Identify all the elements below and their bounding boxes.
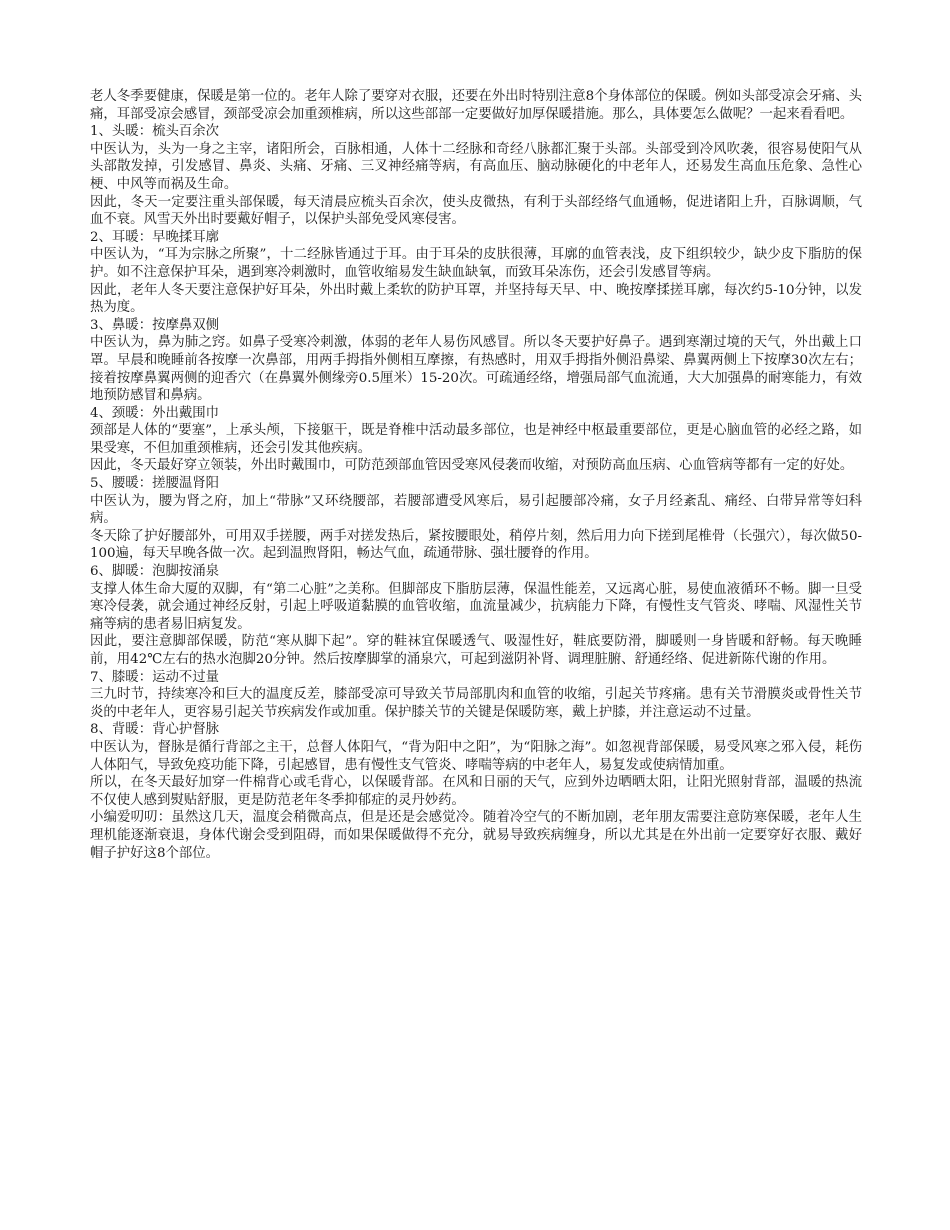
section-paragraph: 因此，冬天一定要注重头部保暖，每天清晨应梳头百余次，使头皮微热，有利于头部经络气血通畅，促进诸阳上升，百脉调顺，气血不衰。风雪天外出时要戴好帽子，以保护头部免受风寒侵害。 xyxy=(90,194,862,228)
section-ear xyxy=(90,229,862,317)
section-back xyxy=(90,721,862,809)
section-paragraph: 中医认为，头为一身之主宰，诸阳所会，百脉相通，人体十二经脉和奇经八脉都汇聚于头部。头部受到冷风吹袭，很容易使阳气从头部散发掉，引发感冒、鼻炎、头痛、牙痛、三叉神经痛等病，有高血压、脑动脉硬化的中老年人，还易发生高血压危象、急性心梗、中风等而祸及生命。 xyxy=(90,141,862,192)
section-waist xyxy=(90,475,862,563)
section-paragraph: 冬天除了护好腰部外，可用双手搓腰，两手对搓发热后，紧按腰眼处，稍停片刻，然后用力向下搓到尾椎骨（长强穴），每次做50-100遍，每天早晚各做一次。起到温煦肾阳，畅达气血，疏通带脉、强壮腰脊的作用。 xyxy=(90,528,862,562)
section-paragraph: 中医认为，鼻为肺之窍。如鼻子受寒冷刺激，体弱的老年人易伤风感冒。所以冬天要护好鼻子。遇到寒潮过境的天气，外出戴上口罩。早晨和晚睡前各按摩一次鼻部，用两手拇指外侧相互摩擦，有热感时，用双手拇指外侧沿鼻梁、鼻翼两侧上下按摩30次左右；接着按摩鼻翼两侧的迎香穴（在鼻翼外侧缘旁0.5厘米）15-20次。可疏通经络，增强局部气血流通，大大加强鼻的耐寒能力，有效地预防感冒和鼻病。 xyxy=(90,335,862,404)
section-knee xyxy=(90,669,862,722)
section-paragraph: 三九时节，持续寒冷和巨大的温度反差，膝部受凉可导致关节局部肌肉和血管的收缩，引起关节疼痛。患有关节滑膜炎或骨性关节炎的中老年人，更容易引起关节疾病发作或加重。保护膝关节的关键是保暖防寒，戴上护膝，并注意运动不过量。 xyxy=(90,687,862,720)
section-heading: 2、耳暖：早晚揉耳廓 xyxy=(90,229,220,245)
intro-paragraph: 老人冬季要健康，保暖是第一位的。老年人除了要穿对衣服，还要在外出时特别注意8个身体部位的保暖。例如头部受凉会牙痛、头痛，耳部受凉会感冒，颈部受凉会加重颈椎病，所以这些部部一定要做好加厚保暖措施。那么，具体要怎么做呢？一起来看看吧。 xyxy=(90,89,862,122)
section-paragraph: 颈部是人体的“要塞”，上承头颅，下接躯干，既是脊椎中活动最多部位，也是神经中枢最重要部位，更是心脑血管的必经之路，如果受寒，不但加重颈椎病，还会引发其他疾病。 xyxy=(90,423,862,456)
section-heading: 4、颈暖：外出戴围巾 xyxy=(90,405,220,421)
section-nose xyxy=(90,317,862,405)
section-paragraph: 中医认为，“耳为宗脉之所聚”，十二经脉皆通过于耳。由于耳朵的皮肤很薄，耳廓的血管表浅，皮下组织较少，缺少皮下脂肪的保护。如不注意保护耳朵，遇到寒冷刺激时，血管收缩易发生缺血缺氧，而致耳朵冻伤，还会引发感冒等病。 xyxy=(90,247,862,280)
section-paragraph: 因此，要注意脚部保暖，防范“寒从脚下起”。穿的鞋袜宜保暖透气、吸湿性好，鞋底要防滑，脚暖则一身皆暖和舒畅。每天晚睡前，用42℃左右的热水泡脚20分钟。然后按摩脚掌的涌泉穴，可起到滋阴补肾、调理脏腑、舒通经络、促进新陈代谢的作用。 xyxy=(90,634,862,667)
section-heading: 3、鼻暖：按摩鼻双侧 xyxy=(90,317,220,333)
section-head xyxy=(90,123,862,229)
section-paragraph: 因此，老年人冬天要注意保护好耳朵，外出时戴上柔软的防护耳罩，并坚持每天早、中、晚按摩揉搓耳廓，每次约5-10分钟，以发热为度。 xyxy=(90,282,862,316)
section-heading: 8、背暖：背心护督脉 xyxy=(90,722,220,738)
section-heading: 5、腰暖：搓腰温肾阳 xyxy=(90,476,220,492)
closing-paragraph: 小编爱叨叨：虽然这几天，温度会稍微高点，但是还是会感觉冷。随着冷空气的不断加剧，老年朋友需要注意防寒保暖，老年人生理机能逐渐衰退，身体代谢会受到阻碍，而如果保暖做得不充分，就易导致疾病缠身，所以尤其是在外出前一定要穿好衣服、戴好帽子护好这8个部位。 xyxy=(90,810,862,861)
section-paragraph: 所以，在冬天最好加穿一件棉背心或毛背心，以保暖背部。在风和日丽的天气，应到外边晒晒太阳，让阳光照射背部，温暖的热流不仅使人感到熨贴舒服，更是防范老年冬季抑郁症的灵丹妙药。 xyxy=(90,775,862,808)
section-neck xyxy=(90,405,862,475)
section-paragraph: 支撑人体生命大厦的双脚，有“第二心脏”之美称。但脚部皮下脂肪层薄，保温性能差，又远离心脏，易使血液循环不畅。脚一旦受寒冷侵袭，就会通过神经反射，引起上呼吸道黏膜的血管收缩，血流量减少，抗病能力下降，有慢性支气管炎、哮喘、风湿性关节痛等病的患者易旧病复发。 xyxy=(90,581,862,632)
section-heading: 6、脚暖：泡脚按涌泉 xyxy=(90,564,220,580)
section-heading: 1、头暖：梳头百余次 xyxy=(90,124,220,140)
section-paragraph: 中医认为，腰为肾之府，加上“带脉”又环绕腰部，若腰部遭受风寒后，易引起腰部冷痛，女子月经紊乱、痛经、白带异常等妇科病。 xyxy=(90,493,862,527)
article-body xyxy=(90,88,862,862)
section-paragraph: 因此，冬天最好穿立领装，外出时戴围巾，可防范颈部血管因受寒风侵袭而收缩，对预防高血压病、心血管病等都有一定的好处。 xyxy=(90,458,854,474)
section-paragraph: 中医认为，督脉是循行背部之主干，总督人体阳气，“背为阳中之阳”，为“阳脉之海”。如忽视背部保暖，易受风寒之邪入侵，耗伤人体阳气，导致免疫功能下降，引起感冒，患有慢性支气管炎、哮喘等病的中老年人，易复发或使病情加重。 xyxy=(90,739,862,773)
section-feet xyxy=(90,563,862,669)
section-heading: 7、膝暖：运动不过量 xyxy=(90,669,220,685)
